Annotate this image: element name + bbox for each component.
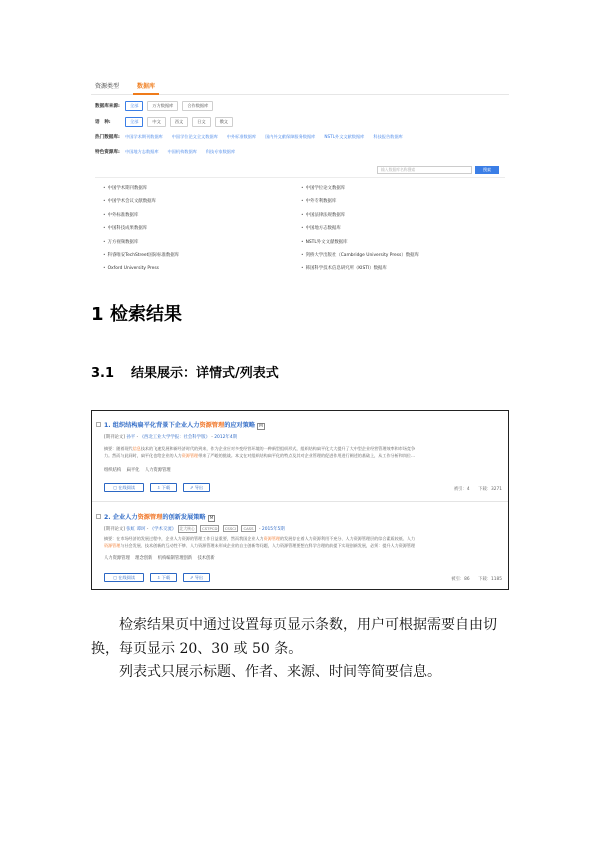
filter-label-source: 数据库来源:	[95, 104, 120, 109]
result-checkbox[interactable]	[96, 422, 101, 427]
result-actions	[104, 573, 216, 582]
filter-label-hot: 热门数据库:	[95, 135, 120, 140]
database-list-left	[103, 182, 303, 276]
result-journal[interactable]: 《西北工业大学学报：社会科学版》	[139, 435, 210, 440]
result-stats: 被引：4 下载：3271	[453, 487, 502, 492]
result-item	[92, 503, 508, 589]
hot-link[interactable]: 国内外文献保障服务数据库	[265, 134, 316, 139]
subsection-title: 结果展示：详情式/列表式	[131, 366, 279, 381]
database-filter-screenshot	[91, 77, 509, 272]
section-number: 1	[91, 304, 104, 325]
database-item[interactable]: • 韩国科学技术信息研究所（KISTI）数据库	[301, 262, 501, 275]
keyword[interactable]: 技术创新	[197, 556, 215, 561]
multimedia-badge: M	[209, 516, 214, 521]
result-keywords	[104, 555, 219, 561]
read-online-button[interactable]: ▢ 在线阅读	[104, 483, 144, 492]
download-button[interactable]: ⇩ 下载	[150, 483, 177, 492]
chip-lang-chinese[interactable]: 中文	[147, 117, 165, 127]
tab-database[interactable]: 数据库	[137, 83, 156, 90]
index-tag: CASS	[243, 526, 254, 531]
result-type: [期刊论文]	[104, 527, 125, 532]
download-icon: ⇩	[156, 575, 162, 580]
body-paragraph-line: 列表式只展示标题、作者、来源、时间等简要信息。	[91, 664, 441, 680]
database-item[interactable]: • 中国法律法规数据库	[301, 209, 501, 222]
tab-resource-type[interactable]: 资源类型	[95, 83, 120, 90]
export-icon: ⇗	[189, 485, 195, 490]
keyword[interactable]: 扁平化	[126, 468, 140, 473]
body-paragraph-line: 换，每页显示 20、30 或 50 条。	[91, 641, 303, 657]
database-item[interactable]: • 中国地方志数据库	[301, 222, 501, 235]
database-item[interactable]: • 中外标准数据库	[103, 209, 303, 222]
result-list-screenshot	[91, 410, 509, 590]
result-date[interactable]: 2015年5期	[261, 527, 285, 532]
database-item[interactable]: • 剑桥大学出版社（Cambridge University Press）数据库	[301, 249, 501, 262]
result-actions	[104, 483, 216, 492]
result-author[interactable]: 孙平	[126, 435, 136, 440]
keyword[interactable]: 机构编制管理创新	[157, 556, 193, 561]
keyword[interactable]: 人力资源管理	[144, 468, 171, 473]
result-title[interactable]: 1. 组织结构扁平化背景下企业人力资源管理的应对策略 M	[104, 422, 263, 429]
database-item[interactable]: • 中国科技成果数据库	[103, 222, 303, 235]
multimedia-badge: M	[259, 424, 263, 429]
chip-source-all[interactable]: 全部	[125, 101, 143, 111]
resource-tabs	[91, 77, 509, 95]
subsection-heading	[91, 362, 279, 381]
download-button[interactable]: ⇩ 下载	[150, 573, 177, 582]
filter-row-special	[95, 147, 244, 157]
special-link[interactable]: 中国机构数据库	[167, 149, 197, 154]
hot-link[interactable]: NSTL外文文献数据库	[324, 134, 365, 139]
subsection-number: 3.1	[91, 366, 115, 381]
keyword[interactable]: 理念创新	[135, 556, 153, 561]
read-online-button[interactable]: ▢ 在线阅读	[104, 573, 144, 582]
hot-link[interactable]: 中国学位论文全文数据库	[171, 134, 218, 139]
result-date[interactable]: 2012年4期	[214, 435, 237, 440]
result-abstract: 摘要：在市场经济的发展过程中，企业人力资源的管理工作日益重要，然而我国企业人力资源管理的发展存在着人力资源利用不充分、人力资源管理层的综合素质较低、人力 资源管理与社会发展、技术创新的互动性不够、人力资源管理未形成企业的自主创新等问题，人力资源管理要想在科学合理的前提下实现创新发展，必须：提升人力资源管理	[104, 536, 416, 548]
chip-lang-russian[interactable]: 俄文	[215, 117, 233, 127]
book-icon: ▢	[112, 575, 119, 580]
section-title: 检索结果	[110, 304, 182, 325]
chip-lang-all[interactable]: 全部	[125, 117, 143, 127]
database-item[interactable]: • 中外专利数据库	[301, 195, 501, 208]
special-link[interactable]: 中国地方志数据库	[125, 149, 159, 154]
index-tag: CSTPCD	[202, 526, 218, 531]
hot-link[interactable]: 科技报告数据库	[373, 134, 403, 139]
index-tag: CSSCI	[224, 526, 237, 531]
chip-lang-japanese[interactable]: 日文	[192, 117, 210, 127]
filter-row-hot	[95, 132, 412, 142]
active-tab-indicator	[133, 93, 159, 95]
hot-link[interactable]: 中外标准数据库	[226, 134, 257, 139]
chip-source-wanfang[interactable]: 万方数据库	[147, 101, 178, 111]
body-paragraph-line: 检索结果页中通过设置每页显示条数，用户可根据需要自由切	[91, 617, 497, 633]
filter-label-special: 特色资源库:	[95, 150, 120, 155]
database-item[interactable]: • NSTL外文文献数据库	[301, 236, 501, 249]
export-button[interactable]: ⇗ 导出	[183, 573, 210, 582]
result-stats: 被引：86 下载：1185	[451, 577, 502, 582]
database-item[interactable]: • 中国学术期刊数据库	[103, 182, 303, 195]
hot-link[interactable]: 中国学术期刊数据库	[125, 134, 163, 139]
result-type: [期刊论文]	[104, 435, 125, 440]
keyword[interactable]: 组织结构	[104, 468, 122, 473]
result-meta: [期刊论文] 孙平 - 《西北工业大学学报：社会科学版》 - 2012年4期	[104, 435, 237, 440]
result-item	[92, 411, 508, 502]
index-tag: 北大核心	[179, 526, 195, 531]
result-author[interactable]: 张虹 谭珂	[126, 527, 146, 532]
chip-lang-western[interactable]: 西文	[170, 117, 188, 127]
chip-source-partner[interactable]: 合作数据库	[182, 101, 213, 111]
special-link[interactable]: 科技专家数据库	[205, 149, 236, 154]
book-icon: ▢	[112, 485, 119, 490]
database-item[interactable]: • Oxford University Press	[103, 262, 303, 275]
filter-row-source	[95, 101, 217, 111]
database-item[interactable]: • 科睿唯安TechStreet国际标准数据库	[103, 249, 303, 262]
result-keywords	[104, 467, 175, 473]
export-icon: ⇗	[189, 575, 195, 580]
database-item[interactable]: • 中国学位论文数据库	[301, 182, 501, 195]
filter-label-language: 语 种:	[95, 120, 111, 125]
divider	[95, 177, 505, 178]
database-item[interactable]: • 万方视频数据库	[103, 236, 303, 249]
result-journal[interactable]: 《学术交流》	[149, 527, 177, 532]
keyword[interactable]: 人力资源管理	[104, 556, 130, 561]
database-item[interactable]: • 中国学术会议文献数据库	[103, 195, 303, 208]
database-list-right	[301, 182, 501, 276]
export-button[interactable]: ⇗ 导出	[183, 483, 210, 492]
download-icon: ⇩	[156, 485, 162, 490]
database-search-button[interactable]: 搜索	[475, 166, 499, 174]
result-meta: [期刊论文] 张虹 谭珂 - 《学术交流》 北大核心 CSTPCD CSSCI CASS - 2015年5期	[104, 526, 285, 532]
filter-row-language	[95, 117, 237, 127]
database-search-input[interactable]: 输入数据库名称搜索	[377, 166, 472, 174]
section-heading	[91, 300, 182, 326]
result-checkbox[interactable]	[96, 514, 101, 519]
result-abstract: 摘要：随着现代信息技术的飞速发展和新经济时代的到来，作为企业应对多变经营环境的一种新型组织形式，组织结构扁平化大大提升了大中型企业经营管理效率和市场竞争 力。然而与此同时，扁平化也给企业的人力资源管理带来了严峻的挑战。本文在对组织结构扁平化的特点及其对企业管理的促进作用进行阐述的基础上，从工作分析和岗位...	[104, 446, 416, 458]
result-title[interactable]: 2. 企业人力资源管理的创新发展策略 M	[104, 514, 214, 521]
